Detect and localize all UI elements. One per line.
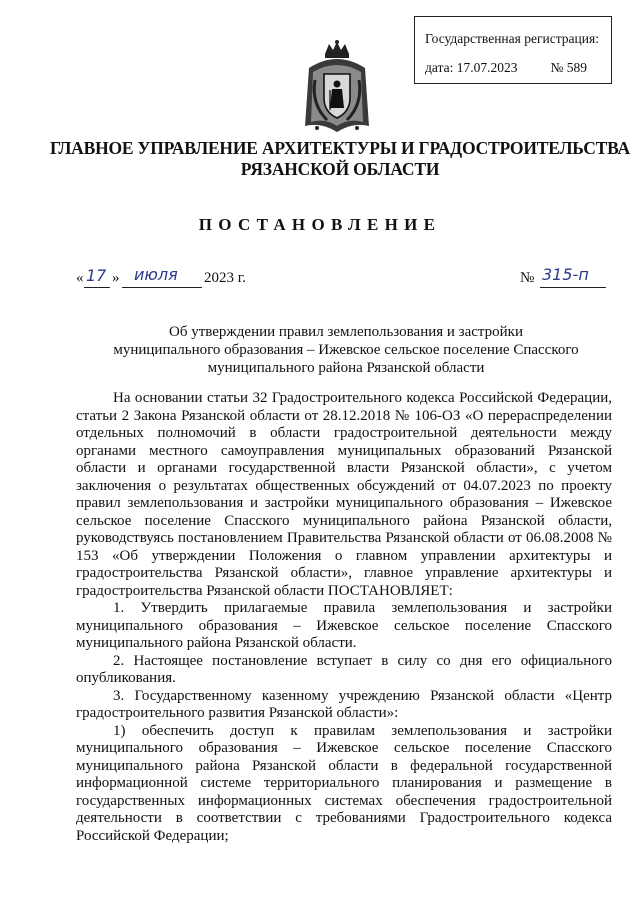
registration-stamp: [414, 16, 612, 84]
registration-date: дата: 17.07.2023: [425, 60, 518, 75]
registration-number: № 589: [550, 60, 587, 75]
number-handwritten: 315-п: [542, 265, 589, 284]
item-1-paragraph: 1. Утвердить прилагаемые правила землепользования и застройки муниципального образования – Ижевское сельское поселение Спасского муниципального района Рязанской области.: [76, 600, 612, 651]
document-type-title: ПОСТАНОВЛЕНИЕ: [198, 215, 442, 234]
item-3-1-paragraph: 1) обеспечить доступ к правилам землепользования и застройки муниципального образования – Ижевское сельское поселение Спасского муниципального района Рязанской области в федеральной государственной информационной системе территориального планирования и размещение в государственных информационных системах обеспечения градостроительной деятельности в соответствии с требованиями Градостроительного кодекса Российской Федерации;: [76, 722, 612, 844]
coat-of-arms-icon: [297, 40, 377, 136]
date-year: 2023 г.: [204, 270, 246, 286]
date-month-handwritten: июля: [134, 265, 178, 284]
item-3-paragraph: 3. Государственному казенному учреждению Рязанской области «Центр градостроительного развития Рязанской области»:: [76, 687, 612, 721]
preamble-paragraph: На основании статьи 32 Градостроительного кодекса Российской Федерации, статьи 2 Закона Рязанской области от 28.12.2018 № 106-ОЗ «О перераспределении отдельных полномочий в области градостроительной деятельности между органами местного самоуправления муниципальных образований Рязанской области и органами государственной власти Рязанской области», с учетом заключения о результатах общественных обсуждений от 04.07.2023 по проекту правил землепользования и застройки муниципального образования – Ижевское сельское поселение Спасского муниципального района Рязанской области, руководствуясь постановлением Правительства Рязанской области от 06.08.2008 № 153 «Об утверждении Положения о главном управлении архитектуры и градостроительства Рязанской области», главное управление архитектуры и градостроительства Рязанской области ПОСТАНОВЛЯЕТ:: [76, 390, 612, 599]
number-prefix: №: [520, 270, 535, 286]
subject-line-2: муниципального образования – Ижевское сельское поселение Спасского: [113, 342, 579, 358]
document-body: [76, 390, 612, 845]
item-2-paragraph: 2. Настоящее постановление вступает в силу со дня его официального опубликования.: [76, 652, 612, 686]
organization-line-1: ГЛАВНОЕ УПРАВЛЕНИЕ АРХИТЕКТУРЫ И ГРАДОСТРОИТЕЛЬСТВА: [50, 138, 630, 158]
date-open-quote: «: [76, 270, 84, 286]
organization-name: [40, 138, 640, 180]
registration-title: Государственная регистрация:: [425, 31, 599, 46]
document-number: [520, 265, 610, 292]
document-subject: [80, 323, 612, 377]
date-close-quote: »: [112, 270, 120, 286]
document-date: [76, 265, 276, 292]
subject-line-3: муниципального района Рязанской области: [207, 360, 485, 376]
subject-line-1: Об утверждении правил землепользования и застройки: [169, 324, 523, 340]
date-day-handwritten: 17: [86, 266, 107, 285]
organization-line-2: РЯЗАНСКОЙ ОБЛАСТИ: [240, 159, 440, 179]
